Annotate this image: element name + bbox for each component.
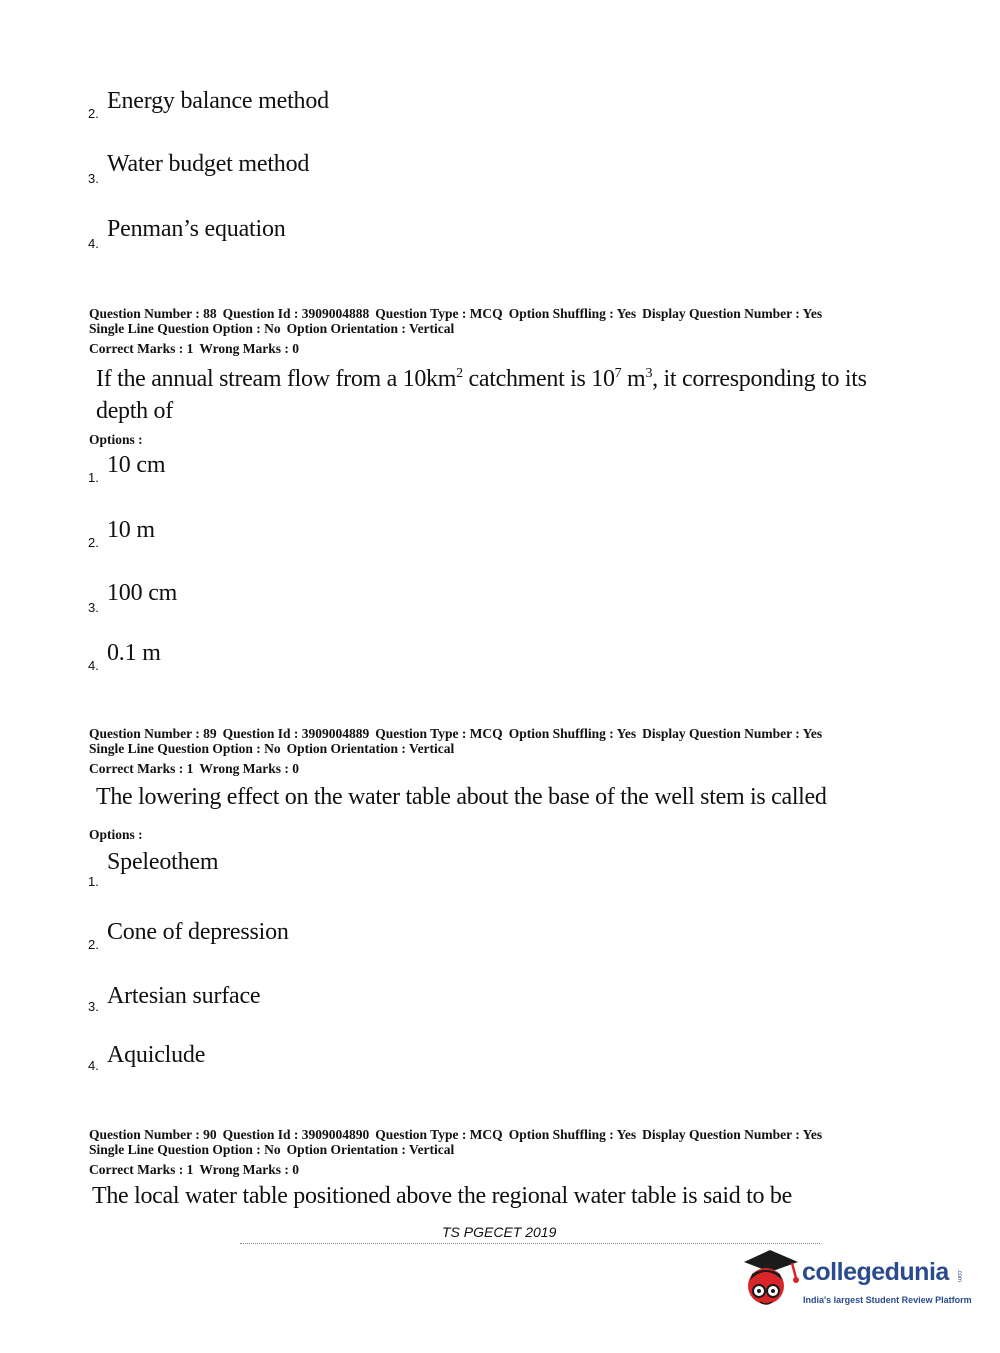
logo-tagline: India's largest Student Review Platform: [803, 1295, 972, 1305]
display-question-number: Display Question Number : Yes: [642, 1127, 823, 1142]
logo-wordmark: collegedunia: [802, 1258, 949, 1286]
question-number: Question Number : 90: [89, 1127, 217, 1142]
q89-meta-line3: [89, 761, 828, 776]
footer-divider: [240, 1243, 820, 1244]
correct-marks: Correct Marks : 1: [89, 761, 194, 776]
text-part: m: [621, 366, 646, 392]
option-text: Aquiclude: [107, 1042, 206, 1068]
option-text: Energy balance method: [107, 88, 329, 114]
q89-meta-line2: [89, 741, 828, 756]
question-id: Question Id : 3909004890: [222, 1127, 370, 1142]
exam-footer-title: TS PGECET 2019: [442, 1224, 557, 1240]
superscript: 2: [456, 366, 463, 381]
question-type: Question Type : MCQ: [375, 1127, 503, 1142]
option-shuffling: Option Shuffling : Yes: [508, 726, 637, 741]
option-number: 1.: [88, 470, 99, 485]
option-text: Cone of depression: [107, 919, 289, 945]
single-line-option: Single Line Question Option : No: [89, 1142, 281, 1157]
q90-meta-line3: [89, 1162, 828, 1177]
option-number: 2.: [88, 106, 99, 121]
q88-text-line2: depth of: [96, 398, 173, 424]
text-part: , it corresponding to its: [652, 366, 867, 392]
option-shuffling: Option Shuffling : Yes: [508, 1127, 637, 1142]
wrong-marks: Wrong Marks : 0: [199, 1162, 299, 1177]
question-type: Question Type : MCQ: [375, 306, 503, 321]
q90-meta-line1: [89, 1127, 828, 1142]
display-question-number: Display Question Number : Yes: [642, 306, 823, 321]
q88-meta: [89, 306, 828, 356]
q89-question-text: The lowering effect on the water table about the base of the well stem is called: [96, 784, 827, 810]
question-id: Question Id : 3909004889: [222, 726, 370, 741]
option-number: 4.: [88, 1058, 99, 1073]
q90-question-text: The local water table positioned above the regional water table is said to be: [92, 1183, 792, 1209]
display-question-number: Display Question Number : Yes: [642, 726, 823, 741]
option-number: 2.: [88, 535, 99, 550]
option-number: 3.: [88, 999, 99, 1014]
text-part: catchment is 10: [462, 366, 615, 392]
option-number: 3.: [88, 600, 99, 615]
option-number: 4.: [88, 658, 99, 673]
q88-meta-line2: [89, 321, 828, 336]
option-orientation: Option Orientation : Vertical: [286, 321, 455, 336]
option-number: 3.: [88, 171, 99, 186]
q88-options-label: Options :: [89, 432, 143, 447]
logo-suffix: .com: [956, 1269, 962, 1283]
q89-meta: [89, 726, 828, 776]
option-number: 4.: [88, 236, 99, 251]
wrong-marks: Wrong Marks : 0: [199, 341, 299, 356]
graduate-cap-mascot-icon: [740, 1246, 802, 1312]
option-text: 100 cm: [107, 580, 178, 606]
option-text: 10 cm: [107, 452, 166, 478]
wrong-marks: Wrong Marks : 0: [199, 761, 299, 776]
option-orientation: Option Orientation : Vertical: [286, 741, 455, 756]
q88-meta-line1: [89, 306, 828, 321]
correct-marks: Correct Marks : 1: [89, 1162, 194, 1177]
superscript: 7: [614, 366, 622, 381]
option-number: 1.: [88, 874, 99, 889]
option-text: Artesian surface: [107, 983, 261, 1009]
q90-meta-line2: [89, 1142, 828, 1157]
option-text: Penman’s equation: [107, 216, 286, 242]
q89-options-label: Options :: [89, 827, 143, 842]
question-number: Question Number : 89: [89, 726, 217, 741]
q88-text-line1: [96, 363, 896, 395]
option-text: Water budget method: [107, 151, 310, 177]
option-number: 2.: [88, 937, 99, 952]
correct-marks: Correct Marks : 1: [89, 341, 194, 356]
option-orientation: Option Orientation : Vertical: [286, 1142, 455, 1157]
option-text: 0.1 m: [107, 640, 161, 666]
q89-meta-line1: [89, 726, 828, 741]
question-id: Question Id : 3909004888: [222, 306, 370, 321]
q90-meta: [89, 1127, 828, 1177]
text-part: If the annual stream flow from a 10km: [96, 366, 457, 392]
option-shuffling: Option Shuffling : Yes: [508, 306, 637, 321]
question-number: Question Number : 88: [89, 306, 217, 321]
option-text: 10 m: [107, 517, 155, 543]
single-line-option: Single Line Question Option : No: [89, 321, 281, 336]
q88-meta-line3: [89, 341, 828, 356]
option-text: Speleothem: [107, 849, 219, 875]
single-line-option: Single Line Question Option : No: [89, 741, 281, 756]
superscript: 3: [645, 366, 653, 381]
q88-question-text: [96, 363, 896, 427]
collegedunia-logo[interactable]: [740, 1246, 970, 1316]
question-type: Question Type : MCQ: [375, 726, 503, 741]
